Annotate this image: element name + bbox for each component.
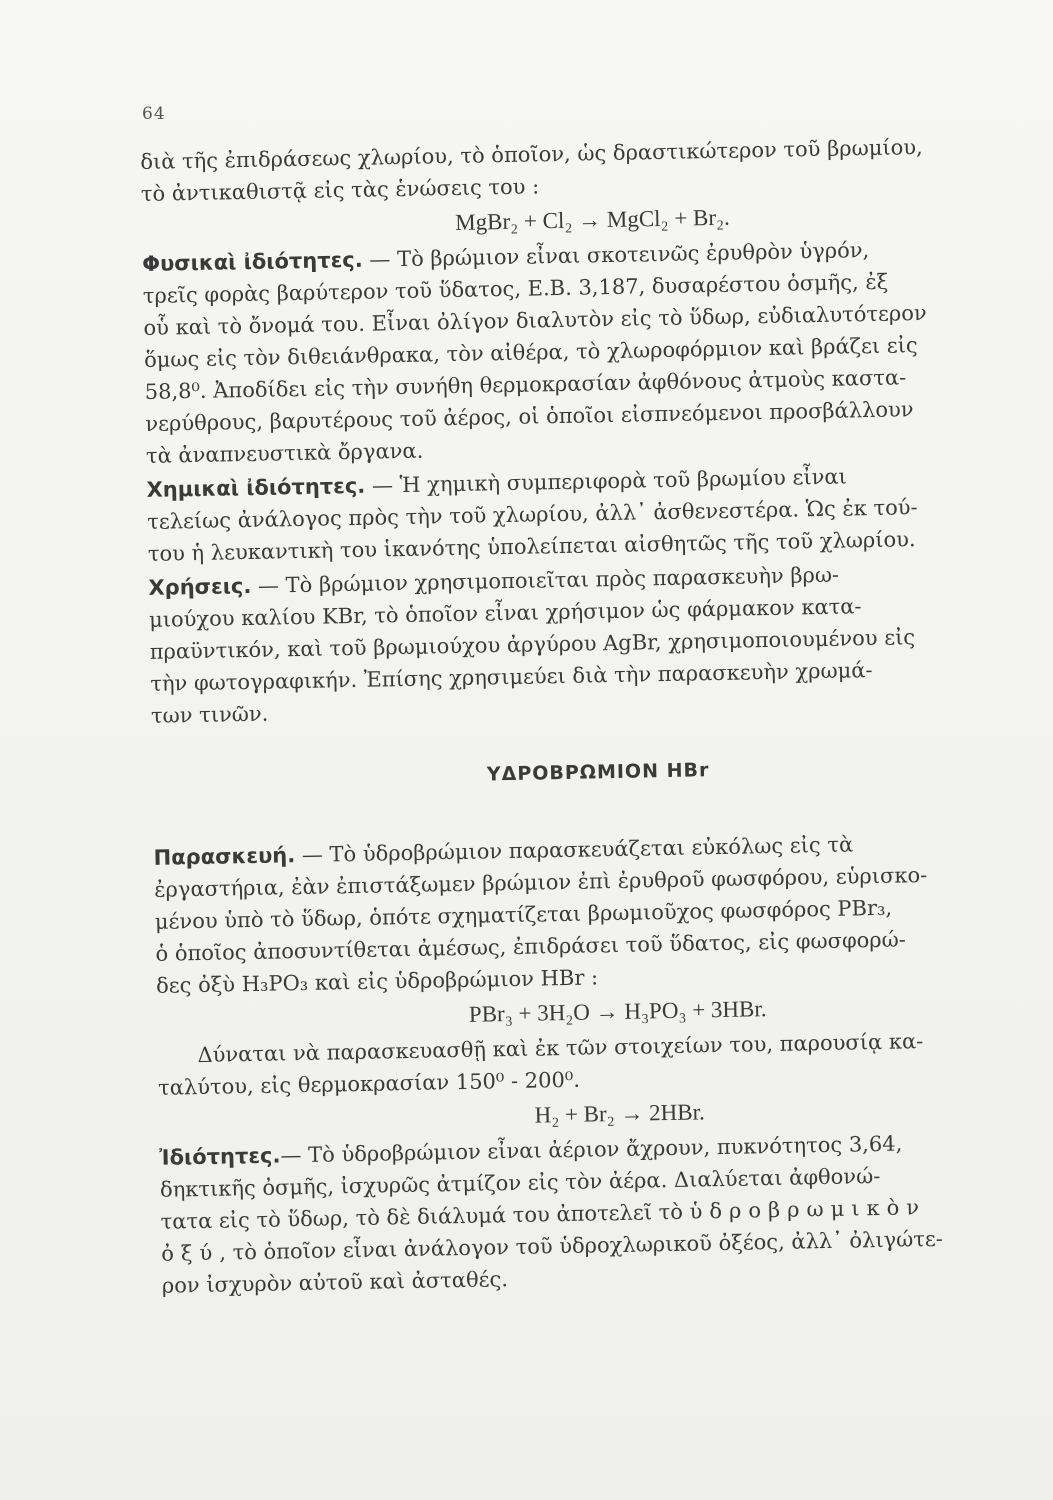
- chemical-properties-heading: Χημικαὶ ἰδιότητες.: [146, 473, 366, 502]
- text-line: μένου ὑπὸ τὸ ὕδωρ, ὁπότε σχηματίζεται βρωμιοῦχος φωσφόρος PBr₃,: [154, 895, 893, 934]
- uses-heading: Χρήσεις.: [148, 573, 252, 600]
- uses-paragraph: [148, 555, 1013, 732]
- text-line: Δύναται νὰ παρασκευασθῇ καὶ ἐκ τῶν στοιχείων του, παρουσίᾳ κα-: [197, 1029, 924, 1068]
- text-line: των τινῶν.: [150, 701, 269, 728]
- text-line: ταλύτου, εἰς θερμοκρασίαν 150⁰ - 200⁰.: [157, 1067, 581, 1100]
- text-line: — Τὸ ὑδροβρώμιον παρασκευάζεται εὐκόλως εἰς τὰ: [294, 832, 854, 868]
- equation-mgbr2: MgBr₂ + Cl₂ → MgCl₂ + Br₂.: [454, 204, 731, 235]
- text-line: ρον ἰσχυρὸν αὐτοῦ καὶ ἀσταθές.: [161, 1267, 509, 1298]
- hbr-properties-heading: Ἰδιότητες.: [159, 1143, 281, 1170]
- preparation-heading: Παρασκευή.: [153, 843, 296, 870]
- text-line: τὰ ἀναπνευστικὰ ὄργανα.: [145, 438, 424, 468]
- text-line: ὁ ὁποῖος ἀποσυντίθεται ἀμέσως, ἐπιδράσει τοῦ ὕδατος, εἰς φωσφορώ-: [155, 927, 907, 966]
- text-line: νερύθρους, βαρυτέρους τοῦ ἀέρος, οἱ ὁποῖοι εἰσπνεόμενοι προσβάλλουν: [145, 397, 914, 436]
- spaced-term: ὑδροβρωμικὸν: [689, 1195, 927, 1224]
- text-line: — Τὸ βρώμιον εἶναι σκοτεινῶς ἐρυθρὸν ὑγρόν,: [362, 238, 870, 272]
- text-line: ἐργαστήρια, ἐὰν ἐπιστάξωμεν βρώμιον ἐπὶ ἐρυθροῦ φωσφόρου, εὑρισκο-: [154, 863, 928, 902]
- text-line: ὅμως εἰς τὸν διθειάνθρακα, τὸν αἰθέρα, τὸ χλωροφόρμιον καὶ βράζει εἰς: [143, 333, 918, 372]
- text-line: τὴν φωτογραφικήν. Ἐπίσης χρησιμεύει διὰ τὴν παρασκευὴν χρωμά-: [150, 658, 873, 696]
- text-line: μιούχου καλίου KBr, τὸ ὁποῖον εἶναι χρήσιμον ὡς φάρμακον κατα-: [148, 594, 862, 632]
- text-line: του ἡ λευκαντικὴ του ἱκανότης ὑπολείπεται αἰσθητῶς τῆς τοῦ χλωρίου.: [147, 527, 916, 566]
- preparation-paragraph: [153, 825, 1018, 1002]
- text-line: — Τὸ ὑδροβρώμιον εἶναι ἀέριον ἄχρουν, πυκνότητος 3,64,: [280, 1131, 903, 1168]
- chemical-properties-paragraph: [146, 457, 1010, 570]
- equation-pbr3: PBr₃ + 3H₂O → H₃PO₃ + 3HBr.: [468, 996, 767, 1027]
- text-line: τὸ ἀντικαθιστᾷ εἰς τὰς ἑνώσεις του :: [140, 174, 540, 206]
- page-content: [140, 129, 1024, 1301]
- text-line: διὰ τῆς ἐπιδράσεως χλωρίου, τὸ ὁποῖον, ὡς δραστικώτερον τοῦ βρωμίου,: [140, 134, 923, 174]
- text-line: δηκτικῆς ὀσμῆς, ἰσχυρῶς ἀτμίζον εἰς τὸν ἀέρα. Διαλύεται ἀφθονώ-: [159, 1163, 881, 1202]
- spaced-term: ὀξύ: [161, 1240, 220, 1266]
- text-line: τελείως ἀνάλογος πρὸς τὴν τοῦ χλωρίου, ἀλλ᾽ ἀσθενεστέρα. Ὡς ἐκ τού-: [146, 495, 918, 534]
- text-line: τρεῖς φορὰς βαρύτερον τοῦ ὕδατος, Ε.Β. 3,187, δυσαρέστου ὀσμῆς, ἐξ: [142, 269, 889, 308]
- page-number: 64: [142, 104, 166, 124]
- physical-properties-paragraph: [142, 231, 1008, 472]
- physical-properties-heading: Φυσικαὶ ἰδιότητες.: [142, 247, 363, 276]
- text-line: 58,8⁰. Ἀποδίδει εἰς τὴν συνήθη θερμοκρασίαν ἀφθόνους ἀτμοὺς καστα-: [144, 365, 907, 404]
- text-line: οὗ καὶ τὸ ὄνομά του. Εἶναι ὀλίγον διαλυτὸν εἰς τὸ ὕδωρ, εὐδιαλυτότερον: [143, 300, 927, 340]
- text-line: πραϋντικόν, καὶ τοῦ βρωμιούχου ἀργύρου AgBr, χρησιμοποιουμένου εἰς: [149, 625, 916, 664]
- text-line: — Τὸ βρώμιον χρησιμοποιεῖται πρὸς παρασκευὴν βρω-: [251, 562, 840, 598]
- hbr-properties-paragraph: [159, 1125, 1024, 1302]
- text-line: , τὸ ὁποῖον εἶναι ἀνάλογον τοῦ ὑδροχλωρικοῦ ὀξέος, ἀλλ᾽ ὀλιγώτε-: [219, 1226, 944, 1265]
- text-line: — Ἡ χημικὴ συμπεριφορὰ τοῦ βρωμίου εἶναι: [371, 464, 848, 498]
- text-line: δες ὀξὺ H₃PO₃ καὶ εἰς ὑδροβρώμιον HBr :: [155, 965, 599, 998]
- text-line: τατα εἰς τὸ ὕδωρ, τὸ δὲ διάλυμά του ἀποτελεῖ τὸ: [160, 1199, 690, 1234]
- equation-h2-br2: H₂ + Br₂ → 2HBr.: [534, 1099, 705, 1128]
- section-title: ΥΔΡΟΒΡΩΜΙΟΝ HBr: [486, 759, 710, 786]
